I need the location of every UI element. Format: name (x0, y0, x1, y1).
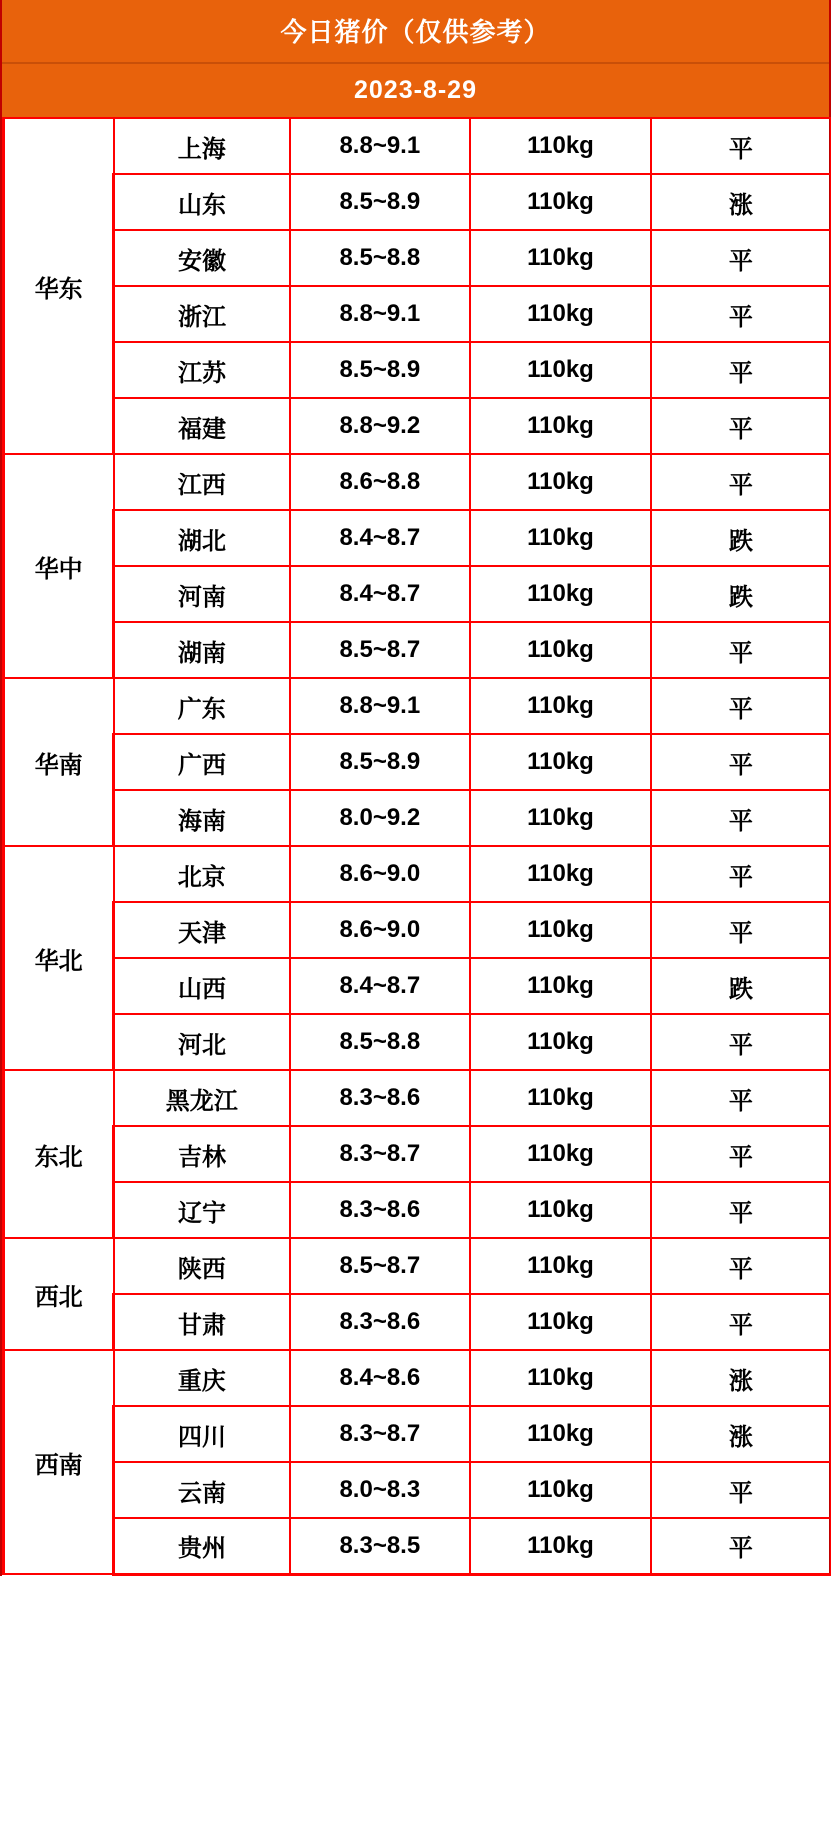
weight-cell: 110kg (470, 1406, 651, 1462)
province-cell: 广东 (114, 678, 290, 734)
trend-cell: 平 (651, 1518, 831, 1574)
weight-cell: 110kg (470, 174, 651, 230)
weight-cell: 110kg (470, 958, 651, 1014)
price-cell: 8.3~8.5 (290, 1518, 471, 1574)
province-cell: 陕西 (114, 1238, 290, 1294)
table-row (4, 454, 831, 510)
table-row (4, 1462, 831, 1518)
price-cell: 8.3~8.6 (290, 1294, 471, 1350)
weight-cell: 110kg (470, 846, 651, 902)
price-cell: 8.3~8.7 (290, 1406, 471, 1462)
table-row (4, 1294, 831, 1350)
table-row (4, 230, 831, 286)
trend-cell: 涨 (651, 1350, 831, 1406)
price-cell: 8.6~9.0 (290, 846, 471, 902)
report-date: 2023-8-29 (2, 64, 829, 117)
price-cell: 8.3~8.7 (290, 1126, 471, 1182)
province-cell: 江西 (114, 454, 290, 510)
province-cell: 福建 (114, 398, 290, 454)
weight-cell: 110kg (470, 454, 651, 510)
trend-cell: 平 (651, 622, 831, 678)
trend-cell: 跌 (651, 958, 831, 1014)
page-title: 今日猪价（仅供参考） (2, 0, 829, 64)
pig-price-table-body (4, 118, 831, 1574)
trend-cell: 平 (651, 1238, 831, 1294)
region-cell: 华中 (4, 454, 114, 678)
province-cell: 江苏 (114, 342, 290, 398)
province-cell: 河北 (114, 1014, 290, 1070)
table-row (4, 846, 831, 902)
table-row (4, 790, 831, 846)
trend-cell: 平 (651, 1014, 831, 1070)
weight-cell: 110kg (470, 398, 651, 454)
trend-cell: 平 (651, 398, 831, 454)
weight-cell: 110kg (470, 510, 651, 566)
province-cell: 甘肃 (114, 1294, 290, 1350)
price-cell: 8.4~8.7 (290, 958, 471, 1014)
trend-cell: 涨 (651, 1406, 831, 1462)
weight-cell: 110kg (470, 1294, 651, 1350)
trend-cell: 平 (651, 1182, 831, 1238)
province-cell: 山西 (114, 958, 290, 1014)
price-cell: 8.5~8.9 (290, 342, 471, 398)
weight-cell: 110kg (470, 1126, 651, 1182)
price-cell: 8.8~9.1 (290, 286, 471, 342)
table-row (4, 118, 831, 174)
table-row (4, 566, 831, 622)
table-row (4, 678, 831, 734)
price-cell: 8.6~8.8 (290, 454, 471, 510)
trend-cell: 平 (651, 678, 831, 734)
province-cell: 辽宁 (114, 1182, 290, 1238)
trend-cell: 平 (651, 1070, 831, 1126)
pig-price-table (2, 117, 831, 1576)
price-cell: 8.5~8.8 (290, 230, 471, 286)
province-cell: 湖北 (114, 510, 290, 566)
price-cell: 8.3~8.6 (290, 1070, 471, 1126)
trend-cell: 平 (651, 118, 831, 174)
province-cell: 海南 (114, 790, 290, 846)
province-cell: 贵州 (114, 1518, 290, 1574)
price-cell: 8.5~8.9 (290, 174, 471, 230)
province-cell: 浙江 (114, 286, 290, 342)
price-cell: 8.0~9.2 (290, 790, 471, 846)
region-cell: 华东 (4, 118, 114, 454)
trend-cell: 平 (651, 454, 831, 510)
table-row (4, 1518, 831, 1574)
weight-cell: 110kg (470, 286, 651, 342)
region-cell: 西北 (4, 1238, 114, 1350)
table-row (4, 902, 831, 958)
price-cell: 8.8~9.2 (290, 398, 471, 454)
table-row (4, 510, 831, 566)
table-row (4, 342, 831, 398)
province-cell: 黑龙江 (114, 1070, 290, 1126)
table-row (4, 1070, 831, 1126)
trend-cell: 平 (651, 902, 831, 958)
trend-cell: 涨 (651, 174, 831, 230)
weight-cell: 110kg (470, 1014, 651, 1070)
trend-cell: 平 (651, 846, 831, 902)
price-cell: 8.4~8.7 (290, 566, 471, 622)
price-cell: 8.0~8.3 (290, 1462, 471, 1518)
weight-cell: 110kg (470, 734, 651, 790)
province-cell: 广西 (114, 734, 290, 790)
province-cell: 上海 (114, 118, 290, 174)
table-row (4, 1238, 831, 1294)
weight-cell: 110kg (470, 1070, 651, 1126)
table-row (4, 734, 831, 790)
province-cell: 北京 (114, 846, 290, 902)
price-cell: 8.4~8.6 (290, 1350, 471, 1406)
weight-cell: 110kg (470, 1350, 651, 1406)
trend-cell: 平 (651, 1126, 831, 1182)
price-cell: 8.5~8.7 (290, 622, 471, 678)
table-row (4, 1182, 831, 1238)
table-row (4, 174, 831, 230)
province-cell: 河南 (114, 566, 290, 622)
weight-cell: 110kg (470, 566, 651, 622)
province-cell: 云南 (114, 1462, 290, 1518)
region-cell: 华北 (4, 846, 114, 1070)
trend-cell: 平 (651, 286, 831, 342)
trend-cell: 平 (651, 734, 831, 790)
weight-cell: 110kg (470, 622, 651, 678)
price-cell: 8.8~9.1 (290, 118, 471, 174)
table-row (4, 1350, 831, 1406)
price-cell: 8.5~8.9 (290, 734, 471, 790)
weight-cell: 110kg (470, 1238, 651, 1294)
price-cell: 8.5~8.8 (290, 1014, 471, 1070)
weight-cell: 110kg (470, 342, 651, 398)
region-cell: 西南 (4, 1350, 114, 1574)
trend-cell: 平 (651, 342, 831, 398)
weight-cell: 110kg (470, 1518, 651, 1574)
weight-cell: 110kg (470, 902, 651, 958)
table-row (4, 286, 831, 342)
weight-cell: 110kg (470, 230, 651, 286)
table-row (4, 958, 831, 1014)
weight-cell: 110kg (470, 678, 651, 734)
price-cell: 8.5~8.7 (290, 1238, 471, 1294)
province-cell: 吉林 (114, 1126, 290, 1182)
trend-cell: 跌 (651, 510, 831, 566)
province-cell: 重庆 (114, 1350, 290, 1406)
trend-cell: 跌 (651, 566, 831, 622)
price-cell: 8.4~8.7 (290, 510, 471, 566)
table-row (4, 622, 831, 678)
province-cell: 湖南 (114, 622, 290, 678)
province-cell: 山东 (114, 174, 290, 230)
trend-cell: 平 (651, 790, 831, 846)
weight-cell: 110kg (470, 790, 651, 846)
trend-cell: 平 (651, 1294, 831, 1350)
province-cell: 天津 (114, 902, 290, 958)
province-cell: 安徽 (114, 230, 290, 286)
region-cell: 东北 (4, 1070, 114, 1238)
price-cell: 8.3~8.6 (290, 1182, 471, 1238)
province-cell: 四川 (114, 1406, 290, 1462)
table-row (4, 1014, 831, 1070)
table-row (4, 1406, 831, 1462)
trend-cell: 平 (651, 230, 831, 286)
weight-cell: 110kg (470, 1462, 651, 1518)
weight-cell: 110kg (470, 1182, 651, 1238)
region-cell: 华南 (4, 678, 114, 846)
price-cell: 8.6~9.0 (290, 902, 471, 958)
price-cell: 8.8~9.1 (290, 678, 471, 734)
weight-cell: 110kg (470, 118, 651, 174)
table-row (4, 398, 831, 454)
table-row (4, 1126, 831, 1182)
trend-cell: 平 (651, 1462, 831, 1518)
